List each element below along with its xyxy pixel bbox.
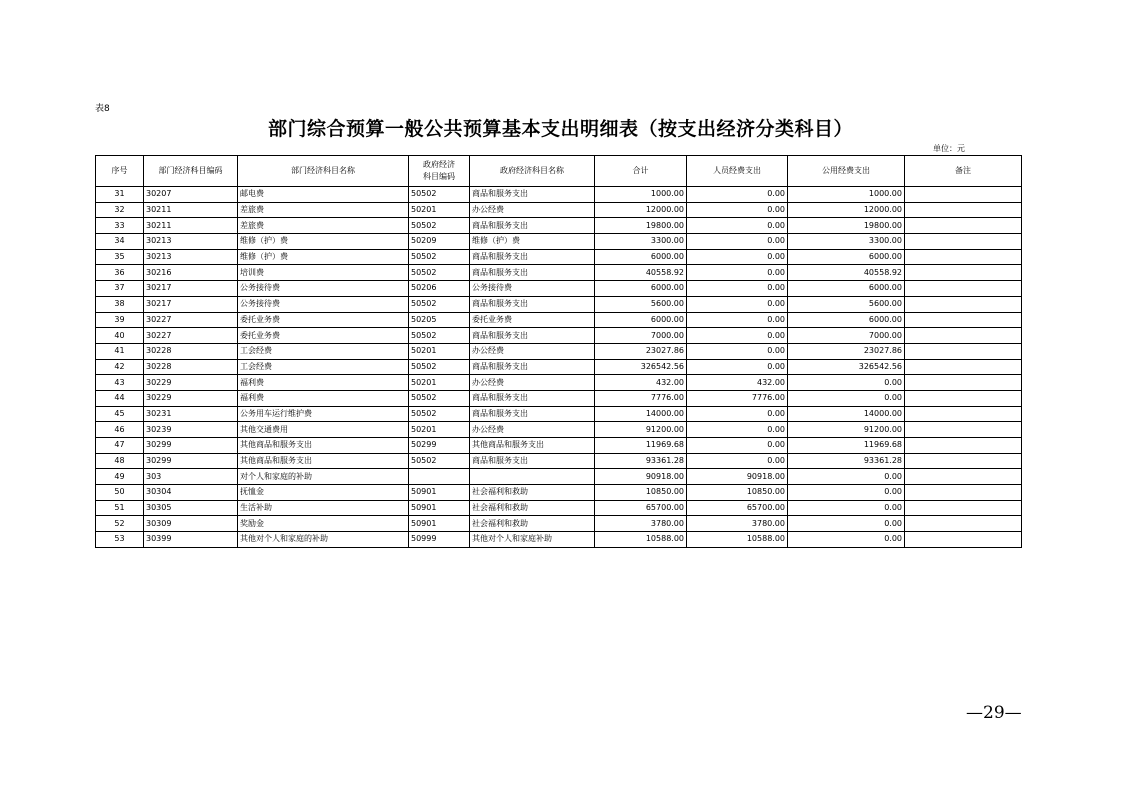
cell-seq: 33: [96, 218, 144, 234]
cell-dept-name: 委托业务费: [238, 328, 409, 344]
cell-gov-name: 商品和服务支出: [470, 265, 595, 281]
cell-dept-code: 30228: [144, 343, 238, 359]
cell-public: 91200.00: [788, 422, 905, 438]
cell-total: 19800.00: [595, 218, 687, 234]
table-body: [96, 187, 1022, 548]
cell-seq: 32: [96, 202, 144, 218]
cell-personnel: 90918.00: [687, 469, 788, 485]
cell-dept-code: 303: [144, 469, 238, 485]
cell-remark: [905, 328, 1022, 344]
cell-remark: [905, 296, 1022, 312]
cell-personnel: 0.00: [687, 343, 788, 359]
cell-dept-name: 委托业务费: [238, 312, 409, 328]
table-row: [96, 187, 1022, 203]
cell-personnel: 7776.00: [687, 390, 788, 406]
cell-dept-name: 福利费: [238, 375, 409, 391]
cell-remark: [905, 500, 1022, 516]
cell-dept-code: 30207: [144, 187, 238, 203]
table-row: [96, 422, 1022, 438]
table-row: [96, 453, 1022, 469]
cell-gov-code: 50502: [409, 249, 470, 265]
table-row: [96, 485, 1022, 501]
cell-dept-name: 公务用车运行维护费: [238, 406, 409, 422]
cell-gov-name: 委托业务费: [470, 312, 595, 328]
cell-gov-code: 50502: [409, 390, 470, 406]
cell-dept-name: 工会经费: [238, 343, 409, 359]
table-row: [96, 249, 1022, 265]
table-row: [96, 265, 1022, 281]
cell-gov-name: 商品和服务支出: [470, 406, 595, 422]
cell-personnel: 10850.00: [687, 485, 788, 501]
cell-personnel: 65700.00: [687, 500, 788, 516]
cell-dept-name: 生活补助: [238, 500, 409, 516]
cell-gov-name: 商品和服务支出: [470, 187, 595, 203]
cell-gov-code: 50205: [409, 312, 470, 328]
cell-total: 6000.00: [595, 281, 687, 297]
cell-personnel: 10588.00: [687, 532, 788, 548]
expenditure-detail-table: [95, 155, 1022, 548]
header-gov-code-line2: 科目编码: [423, 172, 455, 181]
cell-dept-name: 工会经费: [238, 359, 409, 375]
cell-remark: [905, 453, 1022, 469]
cell-personnel: 3780.00: [687, 516, 788, 532]
cell-personnel: 0.00: [687, 187, 788, 203]
page-number: —29—: [966, 703, 1022, 723]
cell-public: 3300.00: [788, 234, 905, 250]
cell-remark: [905, 218, 1022, 234]
cell-gov-code: 50201: [409, 343, 470, 359]
cell-dept-name: 其他交通费用: [238, 422, 409, 438]
cell-public: 0.00: [788, 516, 905, 532]
header-remark: 备注: [905, 156, 1022, 187]
cell-remark: [905, 375, 1022, 391]
cell-total: 93361.28: [595, 453, 687, 469]
cell-gov-name: 社会福利和救助: [470, 500, 595, 516]
cell-seq: 43: [96, 375, 144, 391]
header-gov-name: 政府经济科目名称: [470, 156, 595, 187]
cell-public: 6000.00: [788, 312, 905, 328]
table-row: [96, 375, 1022, 391]
cell-total: 14000.00: [595, 406, 687, 422]
cell-dept-code: 30213: [144, 249, 238, 265]
cell-gov-code: 50502: [409, 296, 470, 312]
cell-remark: [905, 234, 1022, 250]
cell-dept-code: 30211: [144, 202, 238, 218]
header-gov-code-line1: 政府经济: [423, 160, 455, 169]
cell-total: 3780.00: [595, 516, 687, 532]
table-row: [96, 516, 1022, 532]
cell-public: 326542.56: [788, 359, 905, 375]
cell-gov-name: 办公经费: [470, 375, 595, 391]
cell-gov-code: 50502: [409, 187, 470, 203]
table-row: [96, 218, 1022, 234]
cell-remark: [905, 422, 1022, 438]
table-row: [96, 500, 1022, 516]
cell-gov-name: [470, 469, 595, 485]
cell-total: 10850.00: [595, 485, 687, 501]
cell-gov-name: 办公经费: [470, 202, 595, 218]
cell-personnel: 0.00: [687, 422, 788, 438]
table-row: [96, 532, 1022, 548]
cell-total: 5600.00: [595, 296, 687, 312]
cell-public: 12000.00: [788, 202, 905, 218]
cell-seq: 44: [96, 390, 144, 406]
page-title: 部门综合预算一般公共预算基本支出明细表（按支出经济分类科目）: [267, 118, 853, 140]
cell-dept-name: 公务接待费: [238, 281, 409, 297]
cell-dept-name: 其他商品和服务支出: [238, 453, 409, 469]
cell-dept-code: 30227: [144, 328, 238, 344]
cell-remark: [905, 265, 1022, 281]
cell-public: 0.00: [788, 390, 905, 406]
cell-gov-name: 商品和服务支出: [470, 453, 595, 469]
cell-public: 0.00: [788, 500, 905, 516]
cell-personnel: 0.00: [687, 453, 788, 469]
cell-dept-name: 维修（护）费: [238, 234, 409, 250]
cell-gov-name: 商品和服务支出: [470, 359, 595, 375]
cell-gov-code: 50201: [409, 375, 470, 391]
cell-gov-code: 50502: [409, 453, 470, 469]
cell-dept-code: 30229: [144, 375, 238, 391]
cell-remark: [905, 485, 1022, 501]
cell-gov-name: 商品和服务支出: [470, 249, 595, 265]
cell-public: 0.00: [788, 375, 905, 391]
cell-gov-name: 社会福利和救助: [470, 485, 595, 501]
cell-remark: [905, 281, 1022, 297]
cell-dept-code: 30227: [144, 312, 238, 328]
cell-dept-name: 奖励金: [238, 516, 409, 532]
cell-dept-name: 维修（护）费: [238, 249, 409, 265]
cell-dept-name: 公务接待费: [238, 296, 409, 312]
table-header-row: [96, 156, 1022, 187]
header-dept-code: 部门经济科目编码: [144, 156, 238, 187]
cell-personnel: 0.00: [687, 359, 788, 375]
cell-total: 3300.00: [595, 234, 687, 250]
cell-personnel: 0.00: [687, 249, 788, 265]
cell-total: 12000.00: [595, 202, 687, 218]
table-row: [96, 359, 1022, 375]
cell-dept-code: 30228: [144, 359, 238, 375]
cell-remark: [905, 406, 1022, 422]
cell-remark: [905, 438, 1022, 454]
cell-seq: 45: [96, 406, 144, 422]
cell-seq: 31: [96, 187, 144, 203]
cell-dept-name: 福利费: [238, 390, 409, 406]
cell-seq: 50: [96, 485, 144, 501]
header-seq: 序号: [96, 156, 144, 187]
cell-total: 40558.92: [595, 265, 687, 281]
cell-gov-code: [409, 469, 470, 485]
table-row: [96, 312, 1022, 328]
cell-personnel: 0.00: [687, 296, 788, 312]
cell-dept-code: 30231: [144, 406, 238, 422]
cell-dept-name: 其他商品和服务支出: [238, 438, 409, 454]
cell-gov-code: 50901: [409, 485, 470, 501]
cell-dept-code: 30213: [144, 234, 238, 250]
cell-gov-name: 商品和服务支出: [470, 218, 595, 234]
cell-seq: 41: [96, 343, 144, 359]
cell-remark: [905, 359, 1022, 375]
cell-public: 40558.92: [788, 265, 905, 281]
cell-public: 5600.00: [788, 296, 905, 312]
cell-gov-code: 50502: [409, 359, 470, 375]
cell-dept-code: 30216: [144, 265, 238, 281]
cell-total: 90918.00: [595, 469, 687, 485]
cell-public: 0.00: [788, 469, 905, 485]
cell-public: 19800.00: [788, 218, 905, 234]
cell-dept-code: 30211: [144, 218, 238, 234]
cell-seq: 36: [96, 265, 144, 281]
cell-gov-name: 商品和服务支出: [470, 296, 595, 312]
cell-dept-code: 30299: [144, 438, 238, 454]
cell-dept-name: 邮电费: [238, 187, 409, 203]
cell-gov-code: 50502: [409, 406, 470, 422]
cell-total: 11969.68: [595, 438, 687, 454]
cell-seq: 48: [96, 453, 144, 469]
cell-gov-code: 50201: [409, 422, 470, 438]
cell-dept-name: 差旅费: [238, 202, 409, 218]
cell-remark: [905, 343, 1022, 359]
cell-gov-name: 公务接待费: [470, 281, 595, 297]
cell-seq: 39: [96, 312, 144, 328]
header-personnel: 人员经费支出: [687, 156, 788, 187]
cell-dept-code: 30217: [144, 296, 238, 312]
cell-personnel: 0.00: [687, 234, 788, 250]
unit-label: 单位：元: [933, 144, 965, 153]
cell-gov-code: 50901: [409, 500, 470, 516]
cell-gov-name: 办公经费: [470, 422, 595, 438]
cell-total: 65700.00: [595, 500, 687, 516]
cell-dept-code: 30309: [144, 516, 238, 532]
table-row: [96, 296, 1022, 312]
cell-personnel: 0.00: [687, 312, 788, 328]
cell-public: 23027.86: [788, 343, 905, 359]
cell-gov-code: 50999: [409, 532, 470, 548]
cell-gov-code: 50502: [409, 265, 470, 281]
cell-dept-code: 30399: [144, 532, 238, 548]
cell-dept-code: 30299: [144, 453, 238, 469]
cell-total: 91200.00: [595, 422, 687, 438]
cell-personnel: 0.00: [687, 406, 788, 422]
table-row: [96, 406, 1022, 422]
header-dept-name: 部门经济科目名称: [238, 156, 409, 187]
cell-seq: 52: [96, 516, 144, 532]
cell-seq: 46: [96, 422, 144, 438]
cell-total: 6000.00: [595, 312, 687, 328]
cell-gov-code: 50201: [409, 202, 470, 218]
cell-gov-name: 商品和服务支出: [470, 328, 595, 344]
cell-seq: 34: [96, 234, 144, 250]
cell-seq: 42: [96, 359, 144, 375]
cell-personnel: 0.00: [687, 218, 788, 234]
cell-gov-code: 50502: [409, 218, 470, 234]
cell-remark: [905, 469, 1022, 485]
cell-seq: 49: [96, 469, 144, 485]
cell-personnel: 0.00: [687, 202, 788, 218]
cell-personnel: 0.00: [687, 281, 788, 297]
table-row: [96, 438, 1022, 454]
cell-remark: [905, 532, 1022, 548]
cell-personnel: 0.00: [687, 328, 788, 344]
cell-public: 6000.00: [788, 281, 905, 297]
table-row: [96, 202, 1022, 218]
cell-gov-code: 50901: [409, 516, 470, 532]
cell-seq: 51: [96, 500, 144, 516]
cell-public: 0.00: [788, 532, 905, 548]
cell-seq: 38: [96, 296, 144, 312]
cell-gov-name: 维修（护）费: [470, 234, 595, 250]
cell-gov-code: 50502: [409, 328, 470, 344]
cell-gov-name: 其他对个人和家庭补助: [470, 532, 595, 548]
cell-personnel: 0.00: [687, 438, 788, 454]
cell-total: 7000.00: [595, 328, 687, 344]
cell-remark: [905, 312, 1022, 328]
table-row: [96, 469, 1022, 485]
cell-dept-name: 其他对个人和家庭的补助: [238, 532, 409, 548]
header-total: 合计: [595, 156, 687, 187]
cell-total: 6000.00: [595, 249, 687, 265]
table-row: [96, 234, 1022, 250]
cell-personnel: 432.00: [687, 375, 788, 391]
cell-dept-name: 培训费: [238, 265, 409, 281]
cell-dept-code: 30305: [144, 500, 238, 516]
cell-dept-code: 30239: [144, 422, 238, 438]
cell-total: 7776.00: [595, 390, 687, 406]
cell-personnel: 0.00: [687, 265, 788, 281]
table-label: 表8: [95, 104, 110, 114]
cell-total: 1000.00: [595, 187, 687, 203]
cell-public: 7000.00: [788, 328, 905, 344]
cell-remark: [905, 187, 1022, 203]
table-row: [96, 281, 1022, 297]
cell-seq: 35: [96, 249, 144, 265]
cell-remark: [905, 249, 1022, 265]
cell-dept-name: 抚恤金: [238, 485, 409, 501]
cell-gov-code: 50299: [409, 438, 470, 454]
cell-remark: [905, 516, 1022, 532]
cell-public: 1000.00: [788, 187, 905, 203]
cell-seq: 47: [96, 438, 144, 454]
table-row: [96, 343, 1022, 359]
cell-public: 14000.00: [788, 406, 905, 422]
header-gov-code: [409, 156, 470, 187]
cell-gov-code: 50209: [409, 234, 470, 250]
cell-gov-code: 50206: [409, 281, 470, 297]
cell-dept-code: 30304: [144, 485, 238, 501]
cell-remark: [905, 390, 1022, 406]
cell-seq: 40: [96, 328, 144, 344]
cell-public: 0.00: [788, 485, 905, 501]
cell-gov-name: 其他商品和服务支出: [470, 438, 595, 454]
cell-public: 11969.68: [788, 438, 905, 454]
cell-public: 93361.28: [788, 453, 905, 469]
cell-gov-name: 办公经费: [470, 343, 595, 359]
cell-dept-code: 30217: [144, 281, 238, 297]
cell-total: 432.00: [595, 375, 687, 391]
cell-total: 10588.00: [595, 532, 687, 548]
header-public: 公用经费支出: [788, 156, 905, 187]
cell-dept-name: 差旅费: [238, 218, 409, 234]
cell-gov-name: 社会福利和救助: [470, 516, 595, 532]
table-row: [96, 328, 1022, 344]
table-row: [96, 390, 1022, 406]
cell-total: 23027.86: [595, 343, 687, 359]
cell-seq: 37: [96, 281, 144, 297]
cell-seq: 53: [96, 532, 144, 548]
cell-dept-code: 30229: [144, 390, 238, 406]
cell-dept-name: 对个人和家庭的补助: [238, 469, 409, 485]
cell-public: 6000.00: [788, 249, 905, 265]
cell-remark: [905, 202, 1022, 218]
cell-total: 326542.56: [595, 359, 687, 375]
cell-gov-name: 商品和服务支出: [470, 390, 595, 406]
